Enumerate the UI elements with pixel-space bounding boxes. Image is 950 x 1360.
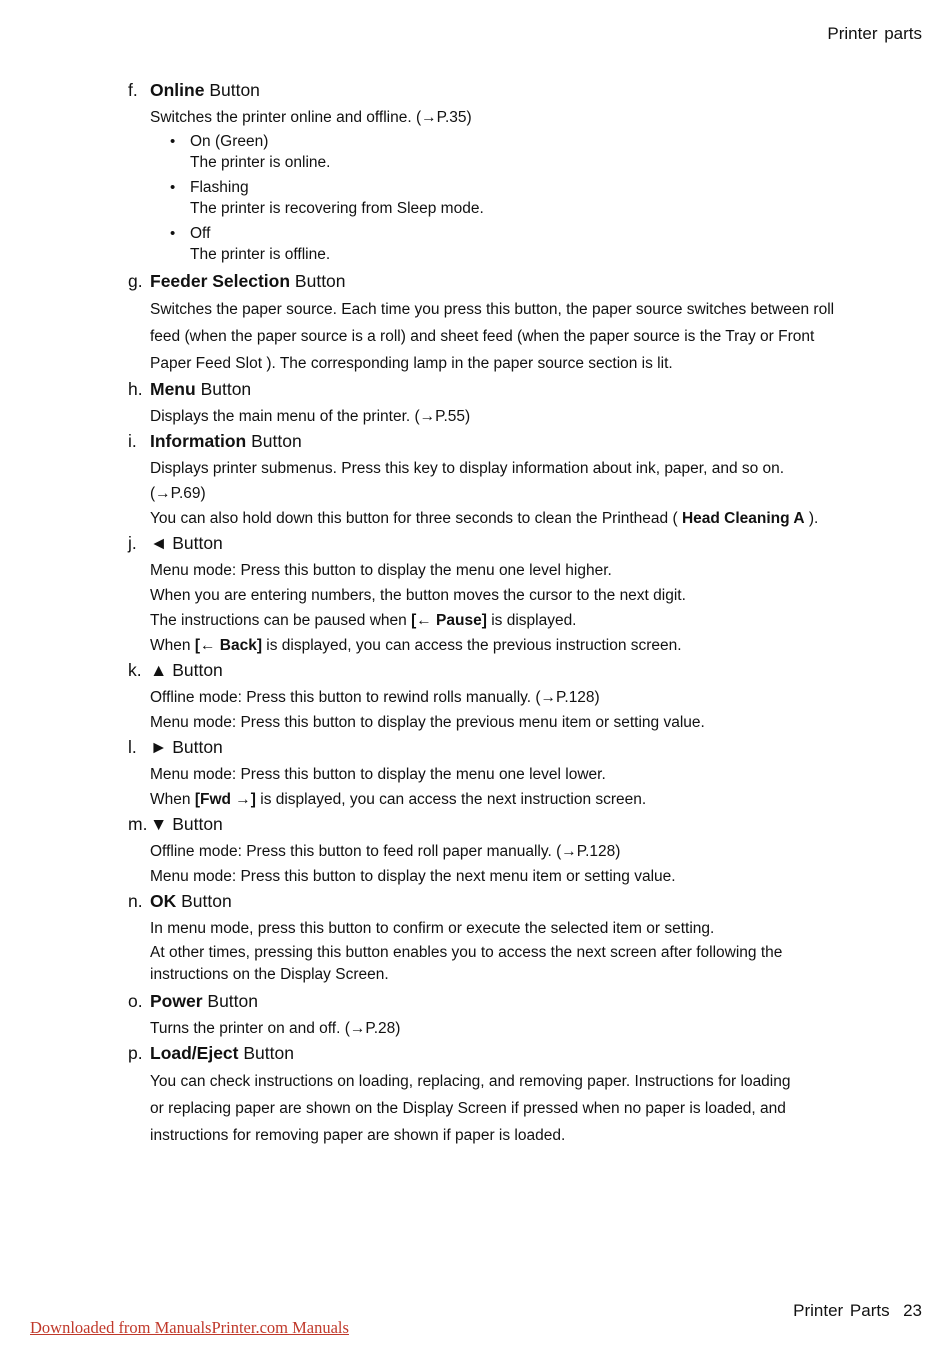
item-j-letter: j. [128,533,137,553]
item-h-text: Displays the main menu of the printer. (→P.55) [150,408,471,425]
list-item [170,223,898,265]
item-l-suffix: Button [167,737,223,757]
item-n-heading [128,889,898,913]
item-g-line: feed (when the paper source is a roll) and sheet feed (when the paper source is the Tray or Front [150,328,815,345]
bullet-dot: • [170,179,176,196]
item-o-letter: o. [128,991,143,1011]
bullet-label: On (Green) [190,133,269,150]
item-p-suffix: Button [238,1043,294,1063]
item-n-letter: n. [128,891,143,911]
item-h-heading [128,377,898,401]
item-j-line3-post: is displayed. [486,612,577,629]
back-label: [← Back] [194,637,262,654]
item-l-line2-post: is displayed, you can access the next instruction screen. [255,791,647,808]
head-cleaning-a-label: Head Cleaning A [681,510,805,527]
item-k-suffix: Button [167,660,223,680]
item-l-line1: Menu mode: Press this button to display the menu one level lower. [150,766,606,783]
item-j-line1: Menu mode: Press this button to display the menu one level higher. [150,562,612,579]
footer-section: Printer Parts [793,1301,890,1320]
item-i-line2: (→P.69) [150,485,206,502]
item-i-name: Information [150,431,247,451]
item-h-body [150,404,898,429]
item-g-body [150,296,898,377]
item-k-letter: k. [128,660,142,680]
item-p-name: Load/Eject [150,1043,239,1063]
item-j-line3 [150,608,898,633]
item-n-name: OK [150,891,177,911]
item-n-line1: In menu mode, press this button to confirm or execute the selected item or setting. [150,920,715,937]
list-item [170,177,898,219]
item-j-line4 [150,633,898,658]
item-g-suffix: Button [290,271,346,291]
item-n-line2: At other times, pressing this button enables you to access the next screen after following the [150,944,783,961]
item-n-suffix: Button [176,891,232,911]
item-f-body [150,105,898,265]
bullet-label: Off [190,225,211,242]
item-h-letter: h. [128,379,143,399]
item-n-line3: instructions on the Display Screen. [150,966,389,983]
item-l-body [150,762,898,812]
item-l-letter: l. [128,737,137,757]
item-f-text: Switches the printer online and offline. (→P.35) [150,109,472,126]
bullet-description: The printer is online. [190,154,331,171]
item-k-line1: Offline mode: Press this button to rewind rolls manually. (→P.128) [150,689,600,706]
item-o-suffix: Button [202,991,258,1011]
item-m-suffix: Button [167,814,223,834]
item-m-body [150,839,898,889]
left-arrow-icon: ◄ [150,533,168,553]
page-number: 23 [903,1301,922,1320]
item-i-letter: i. [128,431,137,451]
item-g-line: Paper Feed Slot ). The corresponding lamp in the paper source section is lit. [150,355,673,372]
item-j-line2: When you are entering numbers, the button moves the cursor to the next digit. [150,587,686,604]
item-j-suffix: Button [167,533,223,553]
item-f-name: Online [150,80,205,100]
down-arrow-icon: ▼ [150,814,168,834]
item-l-line2-pre: When [150,791,195,808]
bullet-description: The printer is offline. [190,246,331,263]
item-h-suffix: Button [195,379,252,399]
item-h-name: Menu [150,379,196,399]
item-l-line2 [150,787,898,812]
item-i-line1: Displays printer submenus. Press this key to display information about ink, paper, and so on. [150,460,785,477]
item-i-line3 [150,506,898,531]
item-m-letter: m. [128,814,148,834]
item-g-heading [128,269,898,293]
item-i-suffix: Button [246,431,302,451]
item-i-heading [128,429,898,453]
item-g-line: Switches the paper source. Each time you press this button, the paper source switches between roll [150,301,835,318]
fwd-label: [Fwd →] [194,791,256,808]
item-i-line3-pre: You can also hold down this button for three seconds to clean the Printhead ( [150,510,682,527]
item-p-line: instructions for removing paper are shown if paper is loaded. [150,1127,566,1144]
right-arrow-icon: ► [150,737,168,757]
bullet-label: Flashing [190,179,249,196]
item-o-heading [128,989,898,1013]
item-p-body [150,1068,898,1149]
item-n-body [150,916,898,986]
download-source-link[interactable]: Downloaded from ManualsPrinter.com Manuals [30,1318,349,1337]
page-footer [793,1301,922,1321]
item-l-heading [128,735,898,759]
item-i-body [150,456,898,531]
item-f-bullets [170,131,898,265]
page-content [128,78,898,1149]
item-f-heading [128,78,898,102]
item-j-line3-pre: The instructions can be paused when [150,612,412,629]
item-k-body [150,685,898,735]
item-o-text: Turns the printer on and off. (→P.28) [150,1020,401,1037]
item-j-line4-post: is displayed, you can access the previous instruction screen. [262,637,682,654]
list-item [170,131,898,173]
item-f-letter: f. [128,80,138,100]
item-p-line: You can check instructions on loading, replacing, and removing paper. Instructions for loading [150,1073,791,1090]
item-j-body [150,558,898,658]
item-k-heading [128,658,898,682]
item-g-name: Feeder Selection [150,271,291,291]
item-o-name: Power [150,991,203,1011]
item-i-line3-post: ). [804,510,819,527]
item-o-body [150,1016,898,1041]
page-header-section: Printer parts [827,24,922,43]
item-m-line2: Menu mode: Press this button to display the next menu item or setting value. [150,868,676,885]
item-p-line: or replacing paper are shown on the Display Screen if pressed when no paper is loaded, and [150,1100,786,1117]
item-m-line1: Offline mode: Press this button to feed roll paper manually. (→P.128) [150,843,621,860]
item-p-letter: p. [128,1043,143,1063]
item-m-heading [128,812,898,836]
bullet-description: The printer is recovering from Sleep mode. [190,200,484,217]
item-j-heading [128,531,898,555]
pause-label: [← Pause] [411,612,487,629]
item-j-line4-pre: When [150,637,195,654]
up-arrow-icon: ▲ [150,660,168,680]
item-g-letter: g. [128,271,143,291]
item-k-line2: Menu mode: Press this button to display the previous menu item or setting value. [150,714,705,731]
item-p-heading [128,1041,898,1065]
bullet-dot: • [170,133,176,150]
bullet-dot: • [170,225,176,242]
item-f-suffix: Button [204,80,260,100]
